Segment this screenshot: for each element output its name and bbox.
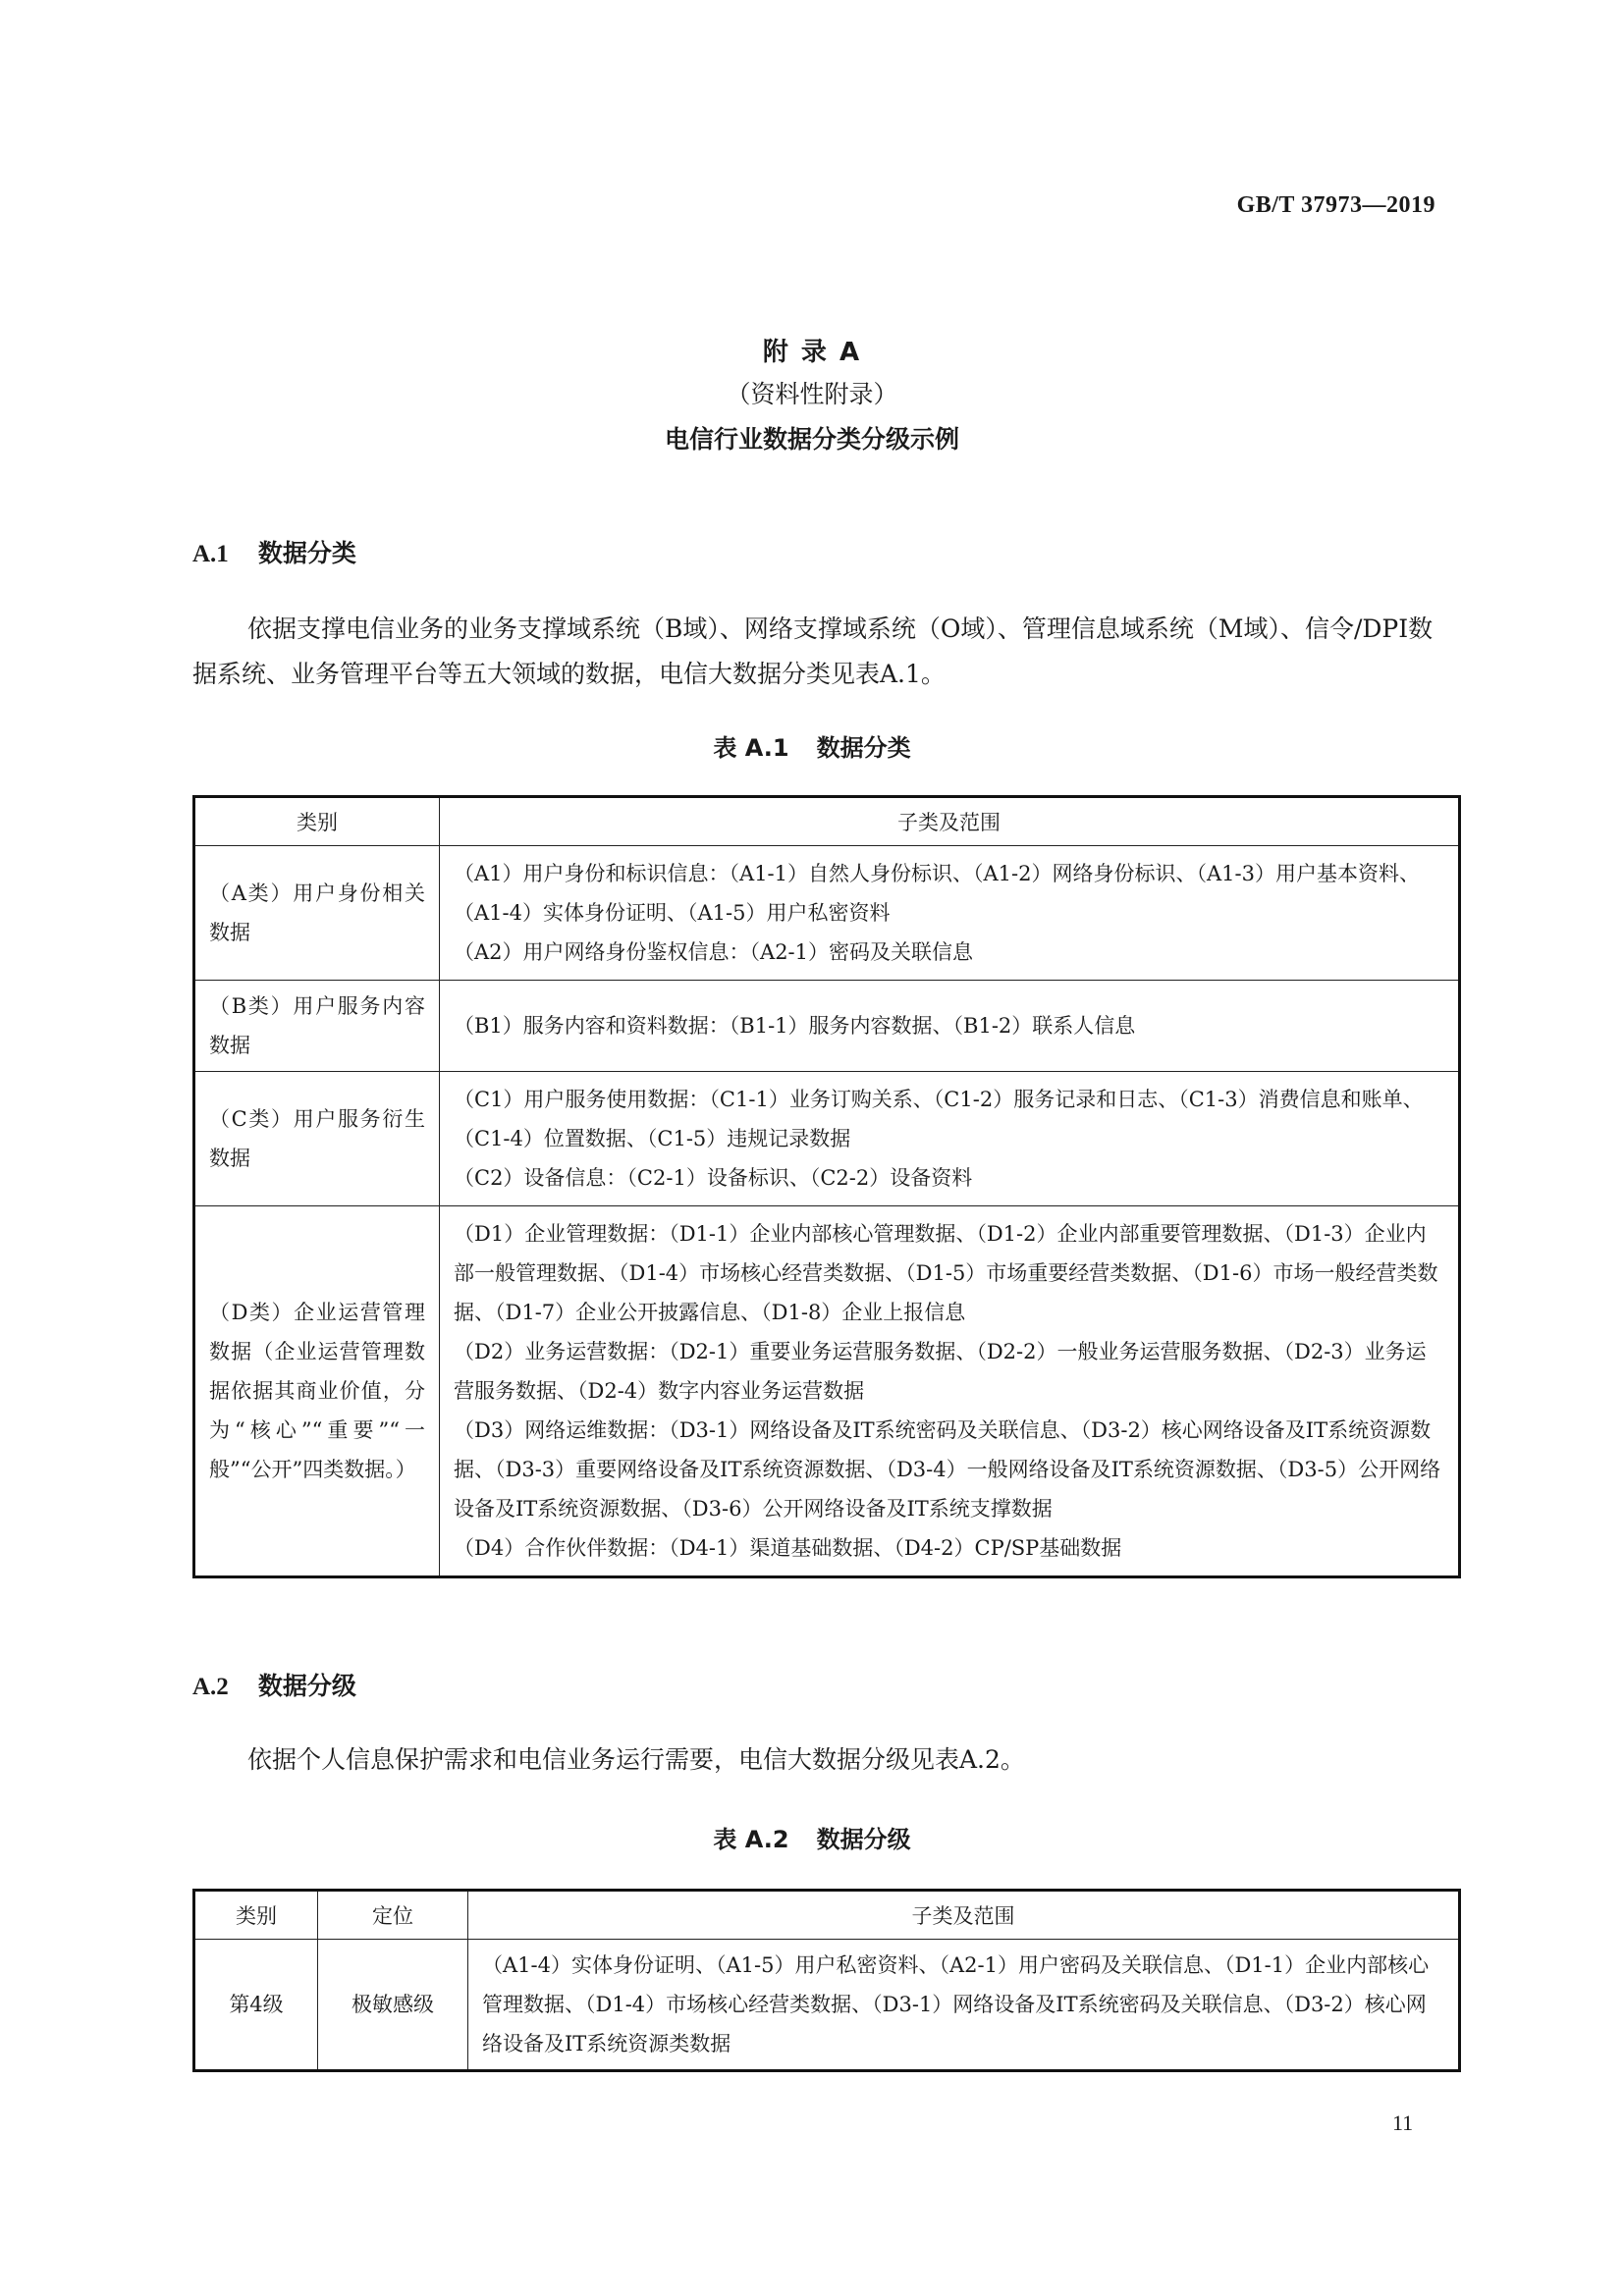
column-header: 类别 [194, 797, 440, 846]
column-header: 类别 [194, 1891, 318, 1940]
category-cell: （D类）企业运营管理数据（企业运营管理数据依据其商业价值，分为“核心”“重要”“一般”“公开”四类数据。） [194, 1206, 440, 1577]
column-header: 子类及范围 [440, 797, 1460, 846]
scope-line: （D4）合作伙伴数据：（D4-1）渠道基础数据、（D4-2）CP/SP基础数据 [454, 1536, 1122, 1560]
table-title: 数据分级 [816, 1826, 911, 1853]
appendix-title: 附 录 A [762, 338, 862, 367]
table-number: 表 A.1 [713, 734, 789, 762]
section-a1-heading [192, 534, 356, 569]
section-title: 数据分级 [257, 1672, 356, 1700]
table-header-row [194, 1891, 1460, 1940]
column-header: 定位 [318, 1891, 468, 1940]
scope-line: （A1）用户身份和标识信息：（A1-1）自然人身份标识、（A1-2）网络身份标识、（A1-3）用户基本资料、（A1-4）实体身份证明、（A1-5）用户私密资料 [454, 862, 1420, 925]
table-title: 数据分类 [816, 734, 911, 762]
scope-line: （C1）用户服务使用数据：（C1-1）业务订购关系、（C1-2）服务记录和日志、（C1-3）消费信息和账单、（C1-4）位置数据、（C1-5）违规记录数据 [454, 1088, 1424, 1150]
scope-line: （D2）业务运营数据：（D2-1）重要业务运营服务数据、（D2-2）一般业务运营服务数据、（D2-3）业务运营服务数据、（D2-4）数字内容业务运营数据 [454, 1340, 1427, 1403]
scope-line: （A2）用户网络身份鉴权信息：（A2-1）密码及关联信息 [454, 940, 974, 964]
category-cell: （A类）用户身份相关数据 [194, 846, 440, 981]
section-a2-paragraph: 依据个人信息保护需求和电信业务运行需要，电信大数据分级见表A.2。 [247, 1745, 1025, 1774]
position-cell: 极敏感级 [318, 1940, 468, 2071]
scope-cell [440, 846, 1460, 981]
scope-line: （C2）设备信息：（C2-1）设备标识、（C2-2）设备资料 [454, 1166, 973, 1190]
column-header: 子类及范围 [468, 1891, 1460, 1940]
section-a2-heading [192, 1667, 356, 1702]
table-row [194, 981, 1460, 1072]
section-title: 数据分类 [257, 539, 356, 567]
level-cell: 第4级 [194, 1940, 318, 2071]
table-a1-caption [0, 728, 1624, 763]
page-number: 11 [1392, 2110, 1414, 2135]
scope-cell [440, 981, 1460, 1072]
scope-line: （D3）网络运维数据：（D3-1）网络设备及IT系统密码及关联信息、（D3-2）核心网络设备及IT系统资源数据、（D3-3）重要网络设备及IT系统资源数据、（D3-4）一般网络设备及IT系统资源数据、（D3-5）公开网络设备及IT系统资源数据、（D3-6）公开网络设备及IT系统支撑数据 [454, 1418, 1441, 1521]
appendix-heading: 电信行业数据分类分级示例 [664, 425, 959, 454]
standard-code: GB/T 37973—2019 [1236, 192, 1435, 218]
category-cell: （C类）用户服务衍生数据 [194, 1072, 440, 1206]
category-cell: （B类）用户服务内容数据 [194, 981, 440, 1072]
data-grading-table [192, 1889, 1461, 2072]
scope-line: （B1）服务内容和资料数据：（B1-1）服务内容数据、（B1-2）联系人信息 [454, 1014, 1136, 1038]
scope-line: （D1）企业管理数据：（D1-1）企业内部核心管理数据、（D1-2）企业内部重要管理数据、（D1-3）企业内部一般管理数据、（D1-4）市场核心经营类数据、（D1-5）市场重要经营类数据、（D1-6）市场一般经营类数据、（D1-7）企业公开披露信息、（D1-8）企业上报信息 [454, 1222, 1438, 1324]
scope-cell [440, 1072, 1460, 1206]
section-number: A.1 [192, 541, 229, 567]
table-row [194, 1206, 1460, 1577]
section-a1-paragraph: 依据支撑电信业务的业务支撑域系统（B域）、网络支撑域系统（O域）、管理信息域系统（M域）、信令/DPI数据系统、业务管理平台等五大领域的数据，电信大数据分类见表A.1。 [192, 614, 1434, 688]
scope-cell [440, 1206, 1460, 1577]
table-header-row [194, 797, 1460, 846]
scope-cell: （A1-4）实体身份证明、（A1-5）用户私密资料、（A2-1）用户密码及关联信息、（D1-1）企业内部核心管理数据、（D1-4）市场核心经营类数据、（D3-1）网络设备及IT系统密码及关联信息、（D3-2）核心网络设备及IT系统资源类数据 [468, 1940, 1460, 2071]
table-row [194, 846, 1460, 981]
table-a2-caption [0, 1820, 1624, 1854]
table-number: 表 A.2 [713, 1826, 789, 1853]
appendix-subtitle: （资料性附录） [726, 380, 898, 408]
table-row [194, 1940, 1460, 2071]
data-classification-table [192, 795, 1461, 1578]
table-row [194, 1072, 1460, 1206]
section-number: A.2 [192, 1674, 229, 1700]
